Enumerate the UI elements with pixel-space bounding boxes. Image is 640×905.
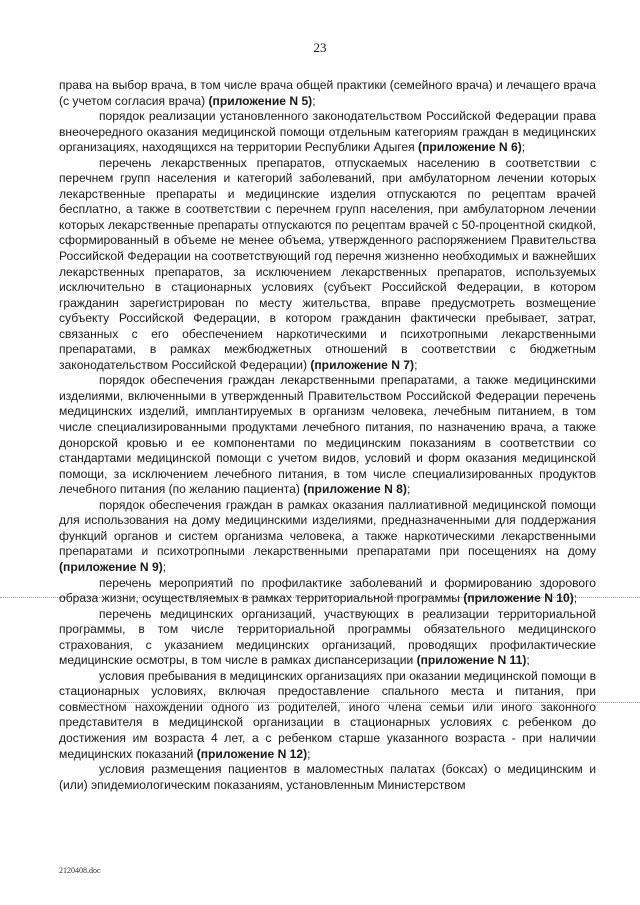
paragraph-text: порядок реализации установленного законодательством Российской Федерации права внеочередного оказания медицинской помощи отдельным категориям граждан в медицинских организациях, находящихся на территории Республики Адыгея — [59, 109, 596, 155]
appendix-reference: (приложение N 12) — [196, 746, 308, 761]
paragraph-tail: ; — [162, 559, 167, 574]
paragraph-tail: ; — [521, 140, 526, 155]
appendix-reference: (приложение N 9) — [59, 559, 163, 574]
paragraph — [59, 109, 596, 156]
appendix-reference: (приложение N 6) — [418, 140, 522, 155]
paragraph-text: условия пребывания в медицинских организациях при оказании медицинской помощи в стационарных условиях, включая предоставление спального места и питания, при совместном нахождении одного из родителей, иного члена семьи или иного законного представителя в медицинской организации в стационарных условиях с ребенком до достижения им возраста 4 лет, а с ребенком старше указанного возраста - при наличии медицинских показаний — [59, 668, 596, 761]
appendix-reference: (приложение N 10) — [463, 591, 574, 606]
file-name: 2120408.doc — [59, 866, 101, 875]
paragraph — [59, 669, 596, 762]
paragraph-text: условия размещения пациентов в маломестных палатах (боксах) о медицинским и (или) эпидемиологическим показаниям, установленным Министерством — [59, 762, 596, 792]
paragraph-text: порядок обеспечения граждан лекарственными препаратами, а также медицинскими изделиями, включенными в утвержденный Правительством Российской Федерации перечень медицинских изделий, имплантируемых в организм человека, лечебным питанием, в том числе специализированными продуктами лечебного питания, по назначению врача, а также донорской кровью и ее компонентами по медицинским показаниям в соответствии со стандартами медицинской помощи с учетом видов, условий и форм оказания медицинской помощи, за исключением лечебного питания, в том числе специализированных продуктов лечебного питания (по желанию пациента) — [59, 373, 596, 497]
paragraph-tail: ; — [573, 591, 578, 606]
paragraph — [59, 373, 596, 497]
appendix-reference: (приложение N 11) — [416, 653, 527, 668]
paragraph-tail: ; — [312, 93, 316, 108]
appendix-reference: (приложение N 7) — [310, 357, 415, 372]
paragraph-tail: ; — [414, 357, 418, 372]
paragraph-text: перечень мероприятий по профилактике заболеваний и формированию здорового образа жизни, осуществляемых в рамках территориальной программы — [59, 575, 596, 606]
paragraph — [59, 607, 596, 669]
appendix-reference: (приложение N 8) — [303, 482, 407, 497]
paragraph-text: перечень медицинских организаций, участвующих в реализации территориальной программы, в том числе территориальной программы обязательного медицинского страхования, с указанием медицинских организаций, проводящих профилактические медицинские осмотры, в том числе в рамках диспансеризации — [59, 606, 596, 668]
page-number: 23 — [313, 40, 327, 55]
paragraph-text: порядок обеспечения граждан в рамках оказания паллиативной медицинской помощи для использования на дому медицинскими изделиями, предназначенными для поддержания функций органов и систем организма человека, а также наркотическими лекарственными препаратами и психотропными лекарственными препаратами при посещениях на дому — [59, 497, 596, 559]
document-body — [59, 78, 596, 793]
paragraph — [59, 498, 596, 576]
paragraph-text: перечень лекарственных препаратов, отпускаемых населению в соответствии с перечнем групп населения и категорий заболеваний, при амбулаторном лечении которых лекарственные препараты и медицинские изделия отпускаются по рецептам врачей бесплатно, а также в соответствии с перечнем групп населения, при амбулаторном лечении которых лекарственные препараты отпускаются по рецептам врачей с 50-процентной скидкой, сформированный в объеме не менее объема, утвержденного распоряжением Правительства Российской Федерации на соответствующий год перечня жизненно необходимых и важнейших лекарственных препаратов, за исключением лекарственных препаратов, используемых исключительно в стационарных условиях (субъект Российской Федерации, в котором гражданин зарегистрирован по месту жительства, вправе предусмотреть возмещение субъекту Российской Федерации, в котором гражданин фактически пребывает, затрат, связанных с его обеспечением наркотическими и психотропными лекарственными препаратами, в рамках межбюджетных отношений в соответствии с бюджетным законодательством Российской Федерации) — [59, 155, 596, 372]
appendix-reference: (приложение N 5) — [208, 93, 313, 108]
paragraph — [59, 78, 596, 109]
paragraph — [59, 156, 596, 374]
paragraph-tail: ; — [406, 482, 411, 497]
paragraph — [59, 762, 596, 793]
paragraph-tail: ; — [526, 653, 530, 668]
paragraph-tail: ; — [307, 746, 311, 761]
paragraph-text: права на выбор врача, в том числе врача общей практики (семейного врача) и лечащего врача (с учетом согласия врача) — [59, 78, 596, 108]
paragraph — [59, 576, 596, 607]
